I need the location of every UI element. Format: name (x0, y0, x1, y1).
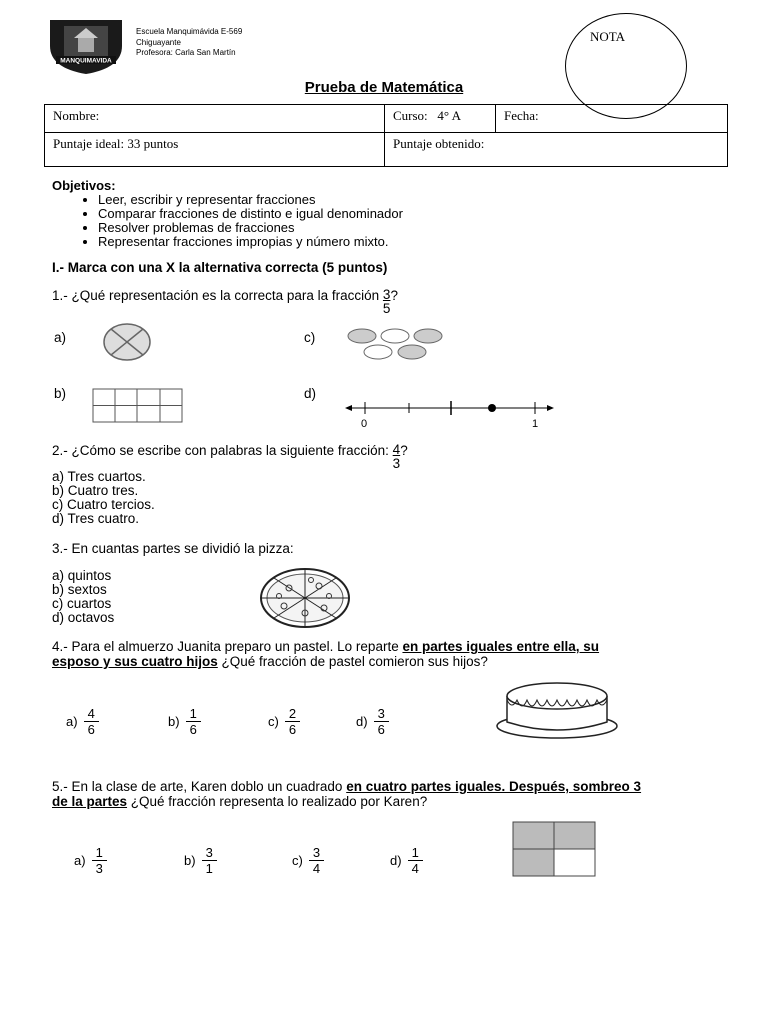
option-b[interactable] (184, 845, 217, 876)
course-value: 4° A (437, 108, 462, 123)
ovals-figure (345, 327, 445, 361)
question-3-text: 3.- En cuantas partes se dividió la pizza: (52, 541, 294, 556)
option-label: c) (292, 853, 303, 868)
objectives-title: Objetivos: (52, 178, 116, 193)
cake-figure (494, 678, 620, 740)
logo-text: MANQUIMAVIDA (60, 57, 112, 65)
option-d-label[interactable]: d) (304, 386, 317, 401)
school-info (136, 27, 242, 59)
question-mark: ? (400, 443, 408, 458)
fraction-denominator: 6 (87, 722, 95, 737)
option-d[interactable]: d) octavos (52, 610, 115, 625)
grid-rectangle-figure (92, 388, 184, 424)
fraction-denominator: 6 (377, 722, 385, 737)
option-b[interactable] (168, 706, 201, 737)
question-2-text: 2.- ¿Cómo se escribe con palabras la siguiente fracción: (52, 443, 393, 458)
school-name: Escuela Manquimávida E-569 (136, 27, 243, 36)
fraction-denominator: 5 (382, 301, 391, 316)
option-c[interactable] (292, 845, 324, 876)
obtained-score-field[interactable]: Puntaje obtenido: (385, 133, 728, 167)
fraction-denominator: 1 (205, 861, 213, 876)
option-c[interactable]: c) cuartos (52, 596, 112, 611)
question-5-text-a: 5.- En la clase de arte, Karen doblo un cuadrado (52, 779, 347, 794)
option-label: d) (390, 853, 402, 868)
question-4-text (52, 639, 732, 669)
option-label: a) (66, 714, 78, 729)
question-1-text: 1.- ¿Qué representación es la correcta para la fracción (52, 288, 383, 303)
grade-label: NOTA (590, 29, 626, 44)
fraction-denominator: 6 (189, 722, 197, 737)
pizza-figure (259, 568, 351, 628)
fraction-denominator: 3 (95, 861, 103, 876)
teacher-name: Profesora: Carla San Martín (136, 48, 236, 57)
option-label: c) (268, 714, 279, 729)
number-line-one: 1 (531, 418, 539, 430)
date-field[interactable]: Fecha: (496, 105, 728, 133)
school-city: Chiguayante (136, 37, 181, 47)
circle-quarters-figure (103, 322, 153, 362)
fraction-denominator: 4 (312, 861, 321, 876)
option-d[interactable]: d) Tres cuatro. (52, 511, 140, 526)
question-mark: ? (390, 288, 398, 303)
fraction-denominator: 6 (288, 722, 297, 737)
objectives (52, 179, 403, 249)
question-5-text (52, 779, 732, 809)
option-a[interactable] (74, 845, 107, 876)
option-label: b) (168, 714, 180, 729)
question-3-options (52, 569, 114, 625)
objective-item: • Leer, escribir y representar fracciones (98, 193, 403, 207)
fraction-numerator: 4 (84, 706, 99, 722)
question-4-text-b: ¿Qué fracción de pastel comieron sus hijos? (217, 654, 488, 669)
option-label: a) (74, 853, 86, 868)
fraction-numerator: 3 (382, 287, 391, 302)
objective-item: • Resolver problemas de fracciones (98, 221, 403, 235)
option-b-label[interactable]: b) (54, 386, 67, 401)
fraction-numerator: 1 (92, 845, 107, 861)
option-a[interactable]: a) quintos (52, 568, 112, 583)
question-4-emphasis-b: esposo y sus cuatro hijos (52, 654, 218, 669)
option-c[interactable]: c) Cuatro tercios. (52, 497, 155, 512)
fraction-denominator: 3 (392, 456, 401, 471)
fraction-numerator: 1 (186, 706, 201, 722)
objective-item: • Comparar fracciones de distinto e igual denominador (98, 207, 403, 221)
fraction-numerator: 1 (408, 845, 423, 861)
option-b[interactable]: b) Cuatro tres. (52, 483, 139, 498)
fraction-numerator: 2 (285, 706, 300, 722)
fraction-denominator: 4 (411, 861, 419, 876)
option-a-label[interactable]: a) (54, 330, 67, 345)
number-line-zero: 0 (360, 418, 368, 430)
question-4-text-a: 4.- Para el almuerzo Juanita preparo un pastel. Lo reparte (52, 639, 403, 654)
question-2-options (52, 470, 155, 526)
option-c[interactable] (268, 706, 300, 737)
fraction-numerator: 4 (392, 442, 401, 457)
student-info-table (44, 104, 728, 167)
course-field[interactable] (385, 105, 496, 133)
option-b[interactable]: b) sextos (52, 582, 107, 597)
name-field[interactable]: Nombre: (45, 105, 385, 133)
fraction-numerator: 3 (202, 845, 217, 861)
question-2 (52, 443, 408, 471)
question-5-text-b: ¿Qué fracción representa lo realizado por Karen? (127, 794, 428, 809)
question-5-emphasis-a: en cuatro partes iguales. Después, sombreo 3 (346, 779, 642, 794)
course-label: Curso: (393, 108, 428, 123)
option-a[interactable]: a) Tres cuartos. (52, 469, 146, 484)
option-c-label[interactable]: c) (304, 330, 316, 345)
page-title: Prueba de Matemática (304, 79, 464, 96)
option-label: b) (184, 853, 196, 868)
question-1 (52, 288, 398, 316)
shaded-square-figure (512, 821, 596, 877)
section-title: I.- Marca con una X la alternativa correcta (5 puntos) (52, 260, 388, 275)
option-a[interactable] (66, 706, 99, 737)
number-line-figure (343, 396, 557, 432)
fraction-numerator: 3 (374, 706, 389, 722)
objective-item: • Representar fracciones impropias y número mixto. (98, 235, 403, 249)
question-5-emphasis-b: de la partes (52, 794, 128, 809)
option-label: d) (356, 714, 368, 729)
school-logo (48, 16, 124, 76)
option-d[interactable] (390, 845, 423, 876)
ideal-score: Puntaje ideal: 33 puntos (45, 133, 385, 167)
option-d[interactable] (356, 706, 389, 737)
question-4-emphasis-a: en partes iguales entre ella, su (402, 639, 600, 654)
fraction-numerator: 3 (309, 845, 324, 861)
